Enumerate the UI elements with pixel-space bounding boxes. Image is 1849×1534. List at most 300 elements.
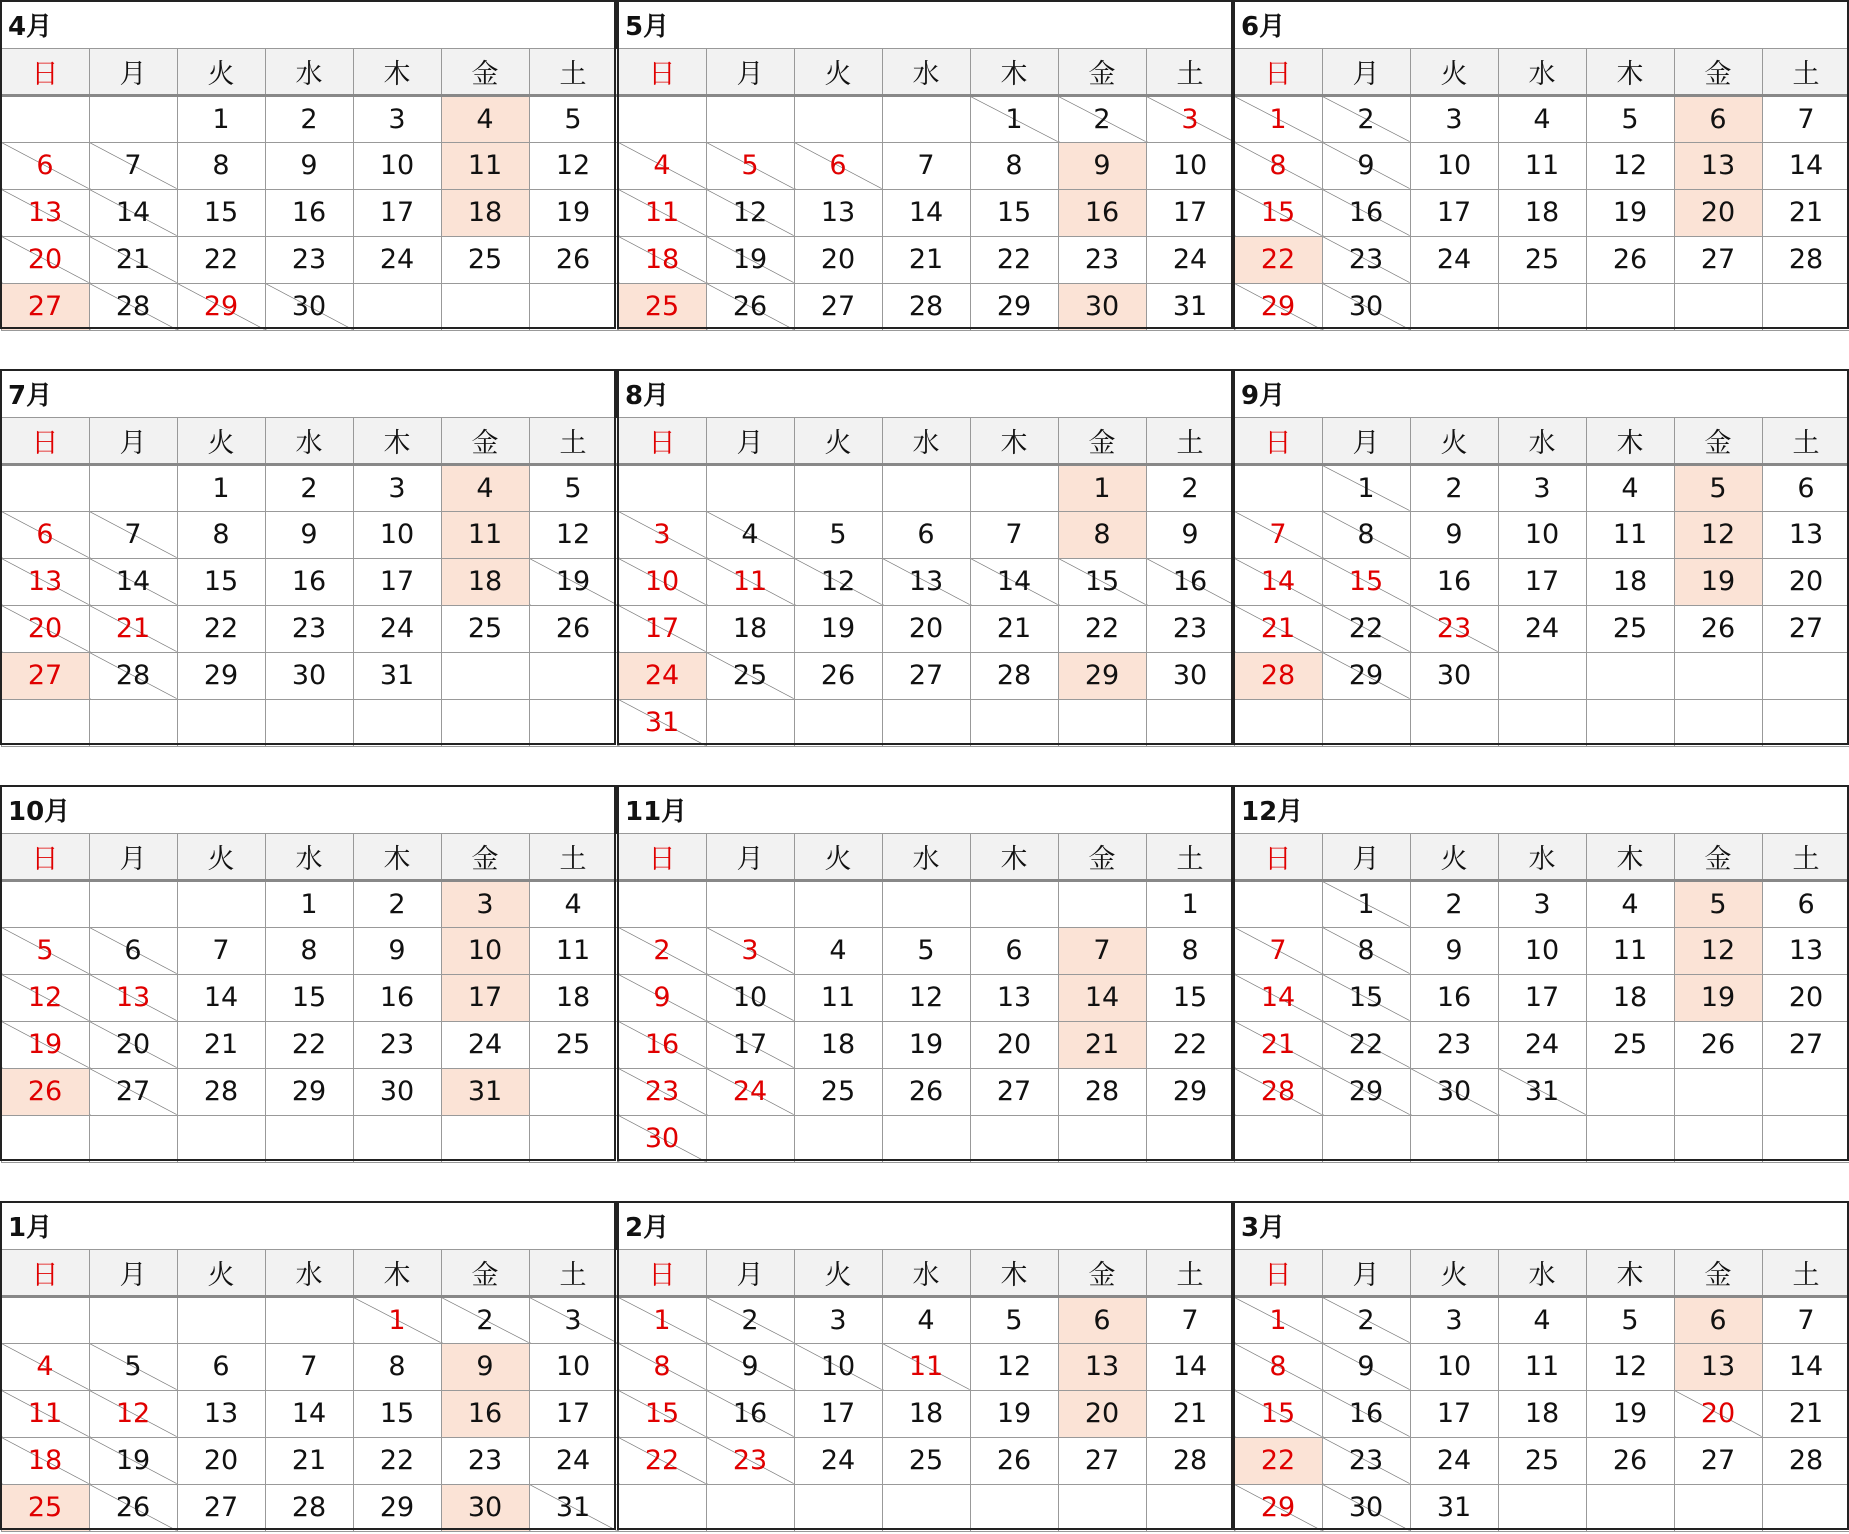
empty-cell: [177, 1296, 265, 1343]
day-cell: 5: [529, 95, 617, 142]
empty-cell: [353, 1115, 441, 1162]
day-cell: 11: [706, 558, 794, 605]
empty-cell: [177, 699, 265, 746]
month-calendar: [0, 369, 618, 747]
empty-cell: [441, 652, 529, 699]
month-calendar: [1233, 0, 1849, 331]
day-cell: 22: [1234, 1437, 1322, 1484]
day-cell: 27: [970, 1068, 1058, 1115]
weekday-header: 木: [970, 48, 1058, 95]
day-cell: 4: [529, 880, 617, 927]
empty-cell: [1234, 1115, 1322, 1162]
empty-cell: [89, 880, 177, 927]
day-cell: 17: [794, 1390, 882, 1437]
day-cell: 17: [353, 558, 441, 605]
empty-cell: [1234, 699, 1322, 746]
day-cell: 27: [177, 1484, 265, 1531]
day-cell: 10: [618, 558, 706, 605]
day-cell: 11: [1498, 1343, 1586, 1390]
week-row: [1, 236, 617, 283]
weekday-header: 水: [1498, 48, 1586, 95]
weekday-header: 土: [529, 417, 617, 464]
weekday-header: 金: [1058, 833, 1146, 880]
day-cell: 10: [353, 511, 441, 558]
weekday-header: 木: [353, 833, 441, 880]
day-cell: 30: [1146, 652, 1234, 699]
day-cell: 9: [1322, 1343, 1410, 1390]
day-cell: 13: [1, 558, 89, 605]
day-cell: 6: [1, 142, 89, 189]
day-cell: 23: [618, 1068, 706, 1115]
week-row: [1, 1343, 617, 1390]
week-row: [1, 558, 617, 605]
day-cell: 30: [1410, 1068, 1498, 1115]
day-cell: 22: [1058, 605, 1146, 652]
day-cell: 29: [1234, 283, 1322, 330]
day-cell: 7: [265, 1343, 353, 1390]
day-cell: 17: [618, 605, 706, 652]
day-cell: 5: [1674, 464, 1762, 511]
empty-cell: [1322, 699, 1410, 746]
week-row: [618, 1437, 1234, 1484]
day-cell: 14: [177, 974, 265, 1021]
day-cell: 23: [265, 605, 353, 652]
empty-cell: [1058, 699, 1146, 746]
day-cell: 12: [706, 189, 794, 236]
day-cell: 14: [1146, 1343, 1234, 1390]
day-cell: 9: [441, 1343, 529, 1390]
week-row: [1234, 95, 1849, 142]
empty-cell: [353, 283, 441, 330]
day-cell: 2: [1322, 95, 1410, 142]
day-cell: 13: [1762, 511, 1849, 558]
weekday-header: 金: [1058, 417, 1146, 464]
day-cell: 4: [706, 511, 794, 558]
day-cell: 20: [1058, 1390, 1146, 1437]
month-calendar: [617, 369, 1235, 747]
day-cell: 11: [1586, 511, 1674, 558]
day-cell: 10: [529, 1343, 617, 1390]
weekday-header: 月: [1322, 48, 1410, 95]
month-title: 1月: [1, 1202, 617, 1249]
week-row: [618, 699, 1234, 746]
day-cell: 4: [1, 1343, 89, 1390]
empty-cell: [1498, 1115, 1586, 1162]
day-cell: 18: [1498, 189, 1586, 236]
week-row: [618, 880, 1234, 927]
empty-cell: [618, 1484, 706, 1531]
week-row: [1234, 1296, 1849, 1343]
day-cell: 7: [1146, 1296, 1234, 1343]
empty-cell: [1762, 1068, 1849, 1115]
empty-cell: [1234, 880, 1322, 927]
day-cell: 19: [1674, 558, 1762, 605]
empty-cell: [1146, 1484, 1234, 1531]
weekday-header: 水: [1498, 1249, 1586, 1296]
weekday-header: 土: [529, 833, 617, 880]
day-cell: 3: [706, 927, 794, 974]
empty-cell: [970, 699, 1058, 746]
day-cell: 15: [1234, 1390, 1322, 1437]
day-cell: 1: [618, 1296, 706, 1343]
day-cell: 7: [1762, 95, 1849, 142]
day-cell: 7: [882, 142, 970, 189]
weekday-header: 火: [1410, 48, 1498, 95]
day-cell: 21: [970, 605, 1058, 652]
empty-cell: [89, 1296, 177, 1343]
day-cell: 16: [265, 189, 353, 236]
day-cell: 24: [1498, 605, 1586, 652]
day-cell: 29: [177, 283, 265, 330]
day-cell: 23: [706, 1437, 794, 1484]
day-cell: 28: [1762, 236, 1849, 283]
weekday-header: 水: [265, 48, 353, 95]
day-cell: 1: [265, 880, 353, 927]
day-cell: 19: [89, 1437, 177, 1484]
month-title: 10月: [1, 786, 617, 833]
weekday-header: 木: [970, 833, 1058, 880]
day-cell: 4: [618, 142, 706, 189]
day-cell: 28: [1234, 1068, 1322, 1115]
weekday-header: 金: [441, 48, 529, 95]
weekday-header: 金: [1058, 48, 1146, 95]
day-cell: 5: [1, 927, 89, 974]
day-cell: 24: [441, 1021, 529, 1068]
day-cell: 13: [882, 558, 970, 605]
day-cell: 21: [1234, 1021, 1322, 1068]
day-cell: 12: [529, 142, 617, 189]
weekday-header: 土: [1762, 1249, 1849, 1296]
week-row: [618, 283, 1234, 330]
empty-cell: [882, 1484, 970, 1531]
empty-cell: [1498, 1484, 1586, 1531]
day-cell: 3: [353, 464, 441, 511]
day-cell: 25: [794, 1068, 882, 1115]
empty-cell: [970, 1115, 1058, 1162]
day-cell: 14: [1234, 974, 1322, 1021]
day-cell: 15: [177, 189, 265, 236]
weekday-header: 月: [1322, 1249, 1410, 1296]
weekday-header: 月: [1322, 417, 1410, 464]
day-cell: 16: [1410, 974, 1498, 1021]
day-cell: 27: [794, 283, 882, 330]
day-cell: 21: [89, 605, 177, 652]
day-cell: 14: [1058, 974, 1146, 1021]
day-cell: 28: [177, 1068, 265, 1115]
day-cell: 30: [1322, 283, 1410, 330]
weekday-header: 土: [1762, 833, 1849, 880]
day-cell: 1: [353, 1296, 441, 1343]
weekday-header: 金: [441, 1249, 529, 1296]
day-cell: 12: [1586, 1343, 1674, 1390]
day-cell: 13: [1058, 1343, 1146, 1390]
weekday-header: 日: [1, 417, 89, 464]
week-row: [1, 464, 617, 511]
empty-cell: [706, 880, 794, 927]
day-cell: 19: [1586, 1390, 1674, 1437]
day-cell: 5: [706, 142, 794, 189]
empty-cell: [1058, 1115, 1146, 1162]
day-cell: 21: [265, 1437, 353, 1484]
day-cell: 17: [1410, 1390, 1498, 1437]
weekday-header: 日: [1234, 417, 1322, 464]
week-row: [618, 511, 1234, 558]
weekday-header: 月: [89, 1249, 177, 1296]
empty-cell: [1498, 652, 1586, 699]
day-cell: 19: [1586, 189, 1674, 236]
week-row: [618, 558, 1234, 605]
weekday-header: 水: [1498, 417, 1586, 464]
day-cell: 31: [1146, 283, 1234, 330]
day-cell: 8: [618, 1343, 706, 1390]
day-cell: 29: [1322, 1068, 1410, 1115]
day-cell: 26: [794, 652, 882, 699]
weekday-header: 木: [353, 417, 441, 464]
day-cell: 17: [1146, 189, 1234, 236]
empty-cell: [1674, 699, 1762, 746]
day-cell: 9: [1146, 511, 1234, 558]
day-cell: 6: [1, 511, 89, 558]
week-row: [1, 511, 617, 558]
day-cell: 11: [1498, 142, 1586, 189]
day-cell: 16: [1058, 189, 1146, 236]
empty-cell: [1586, 1484, 1674, 1531]
day-cell: 15: [1234, 189, 1322, 236]
weekday-header: 金: [1674, 1249, 1762, 1296]
day-cell: 13: [1762, 927, 1849, 974]
day-cell: 14: [265, 1390, 353, 1437]
month-calendar: [0, 0, 618, 331]
day-cell: 24: [1410, 1437, 1498, 1484]
day-cell: 20: [882, 605, 970, 652]
day-cell: 21: [1058, 1021, 1146, 1068]
day-cell: 12: [1, 974, 89, 1021]
month-calendar: [0, 1201, 618, 1532]
day-cell: 12: [882, 974, 970, 1021]
day-cell: 26: [529, 236, 617, 283]
empty-cell: [529, 283, 617, 330]
day-cell: 24: [1498, 1021, 1586, 1068]
day-cell: 8: [1322, 511, 1410, 558]
empty-cell: [1674, 1115, 1762, 1162]
day-cell: 26: [89, 1484, 177, 1531]
month-calendar: [617, 0, 1235, 331]
day-cell: 23: [1410, 605, 1498, 652]
weekday-header: 金: [1674, 833, 1762, 880]
month-calendar: [617, 785, 1235, 1163]
day-cell: 11: [882, 1343, 970, 1390]
day-cell: 7: [1234, 511, 1322, 558]
day-cell: 26: [970, 1437, 1058, 1484]
weekday-header: 火: [794, 48, 882, 95]
day-cell: 3: [794, 1296, 882, 1343]
week-row: [618, 236, 1234, 283]
day-cell: 2: [265, 464, 353, 511]
day-cell: 19: [529, 558, 617, 605]
empty-cell: [353, 699, 441, 746]
day-cell: 2: [265, 95, 353, 142]
month-title: 9月: [1234, 370, 1849, 417]
day-cell: 8: [177, 511, 265, 558]
day-cell: 30: [353, 1068, 441, 1115]
empty-cell: [1, 880, 89, 927]
day-cell: 3: [1498, 464, 1586, 511]
day-cell: 16: [353, 974, 441, 1021]
week-row: [1, 142, 617, 189]
weekday-header: 木: [970, 1249, 1058, 1296]
empty-cell: [89, 464, 177, 511]
empty-cell: [1674, 652, 1762, 699]
empty-cell: [1058, 1484, 1146, 1531]
day-cell: 19: [970, 1390, 1058, 1437]
empty-cell: [882, 95, 970, 142]
day-cell: 4: [1498, 1296, 1586, 1343]
week-row: [1, 1068, 617, 1115]
day-cell: 29: [1146, 1068, 1234, 1115]
day-cell: 16: [1322, 189, 1410, 236]
day-cell: 25: [1498, 236, 1586, 283]
weekday-header: 火: [1410, 833, 1498, 880]
day-cell: 9: [1322, 142, 1410, 189]
day-cell: 24: [1410, 236, 1498, 283]
day-cell: 22: [618, 1437, 706, 1484]
day-cell: 25: [441, 605, 529, 652]
day-cell: 8: [1058, 511, 1146, 558]
day-cell: 26: [882, 1068, 970, 1115]
empty-cell: [794, 464, 882, 511]
day-cell: 24: [706, 1068, 794, 1115]
day-cell: 31: [1498, 1068, 1586, 1115]
day-cell: 29: [177, 652, 265, 699]
empty-cell: [1586, 699, 1674, 746]
day-cell: 31: [618, 699, 706, 746]
day-cell: 2: [1410, 880, 1498, 927]
day-cell: 27: [1, 652, 89, 699]
day-cell: 3: [353, 95, 441, 142]
day-cell: 2: [441, 1296, 529, 1343]
day-cell: 25: [1498, 1437, 1586, 1484]
week-row: [618, 927, 1234, 974]
day-cell: 8: [970, 142, 1058, 189]
day-cell: 6: [1058, 1296, 1146, 1343]
week-row: [1, 95, 617, 142]
day-cell: 24: [353, 236, 441, 283]
empty-cell: [882, 880, 970, 927]
day-cell: 13: [89, 974, 177, 1021]
day-cell: 19: [1674, 974, 1762, 1021]
day-cell: 23: [1410, 1021, 1498, 1068]
month-title: 5月: [618, 1, 1234, 48]
weekday-header: 木: [1586, 417, 1674, 464]
week-row: [1, 699, 617, 746]
day-cell: 22: [353, 1437, 441, 1484]
empty-cell: [1762, 1484, 1849, 1531]
day-cell: 13: [1, 189, 89, 236]
empty-cell: [970, 1484, 1058, 1531]
empty-cell: [1586, 652, 1674, 699]
weekday-header: 月: [706, 417, 794, 464]
month-calendar: [1233, 1201, 1849, 1532]
empty-cell: [441, 699, 529, 746]
weekday-header: 土: [529, 1249, 617, 1296]
month-title: 4月: [1, 1, 617, 48]
month-calendar: [1233, 785, 1849, 1163]
empty-cell: [89, 95, 177, 142]
month-title: 8月: [618, 370, 1234, 417]
week-row: [1234, 189, 1849, 236]
day-cell: 9: [1410, 927, 1498, 974]
weekday-header: 土: [1146, 417, 1234, 464]
day-cell: 1: [1322, 880, 1410, 927]
weekday-header: 木: [1586, 48, 1674, 95]
day-cell: 14: [1762, 1343, 1849, 1390]
day-cell: 22: [177, 236, 265, 283]
day-cell: 11: [529, 927, 617, 974]
day-cell: 29: [1322, 652, 1410, 699]
day-cell: 6: [1674, 1296, 1762, 1343]
day-cell: 25: [1586, 1021, 1674, 1068]
day-cell: 13: [1674, 142, 1762, 189]
day-cell: 3: [529, 1296, 617, 1343]
day-cell: 18: [618, 236, 706, 283]
day-cell: 24: [618, 652, 706, 699]
day-cell: 28: [89, 652, 177, 699]
day-cell: 14: [1234, 558, 1322, 605]
day-cell: 20: [1762, 974, 1849, 1021]
day-cell: 16: [618, 1021, 706, 1068]
empty-cell: [970, 880, 1058, 927]
day-cell: 7: [89, 511, 177, 558]
day-cell: 9: [618, 974, 706, 1021]
day-cell: 19: [882, 1021, 970, 1068]
empty-cell: [1586, 283, 1674, 330]
empty-cell: [1762, 283, 1849, 330]
weekday-header: 火: [794, 1249, 882, 1296]
empty-cell: [882, 1115, 970, 1162]
day-cell: 11: [794, 974, 882, 1021]
day-cell: 31: [353, 652, 441, 699]
weekday-header: 土: [1146, 1249, 1234, 1296]
day-cell: 21: [1146, 1390, 1234, 1437]
empty-cell: [970, 464, 1058, 511]
day-cell: 7: [1234, 927, 1322, 974]
empty-cell: [706, 1484, 794, 1531]
day-cell: 23: [1322, 236, 1410, 283]
empty-cell: [882, 699, 970, 746]
empty-cell: [1322, 1115, 1410, 1162]
day-cell: 7: [1762, 1296, 1849, 1343]
weekday-header: 火: [177, 48, 265, 95]
day-cell: 7: [1058, 927, 1146, 974]
week-row: [1234, 652, 1849, 699]
day-cell: 3: [618, 511, 706, 558]
week-row: [1234, 1437, 1849, 1484]
day-cell: 9: [706, 1343, 794, 1390]
day-cell: 12: [89, 1390, 177, 1437]
day-cell: 6: [177, 1343, 265, 1390]
day-cell: 26: [529, 605, 617, 652]
day-cell: 25: [441, 236, 529, 283]
day-cell: 18: [882, 1390, 970, 1437]
day-cell: 28: [265, 1484, 353, 1531]
day-cell: 25: [1, 1484, 89, 1531]
day-cell: 6: [882, 511, 970, 558]
week-row: [618, 142, 1234, 189]
month-calendar: [1233, 369, 1849, 747]
week-row: [618, 464, 1234, 511]
day-cell: 20: [970, 1021, 1058, 1068]
day-cell: 27: [1058, 1437, 1146, 1484]
